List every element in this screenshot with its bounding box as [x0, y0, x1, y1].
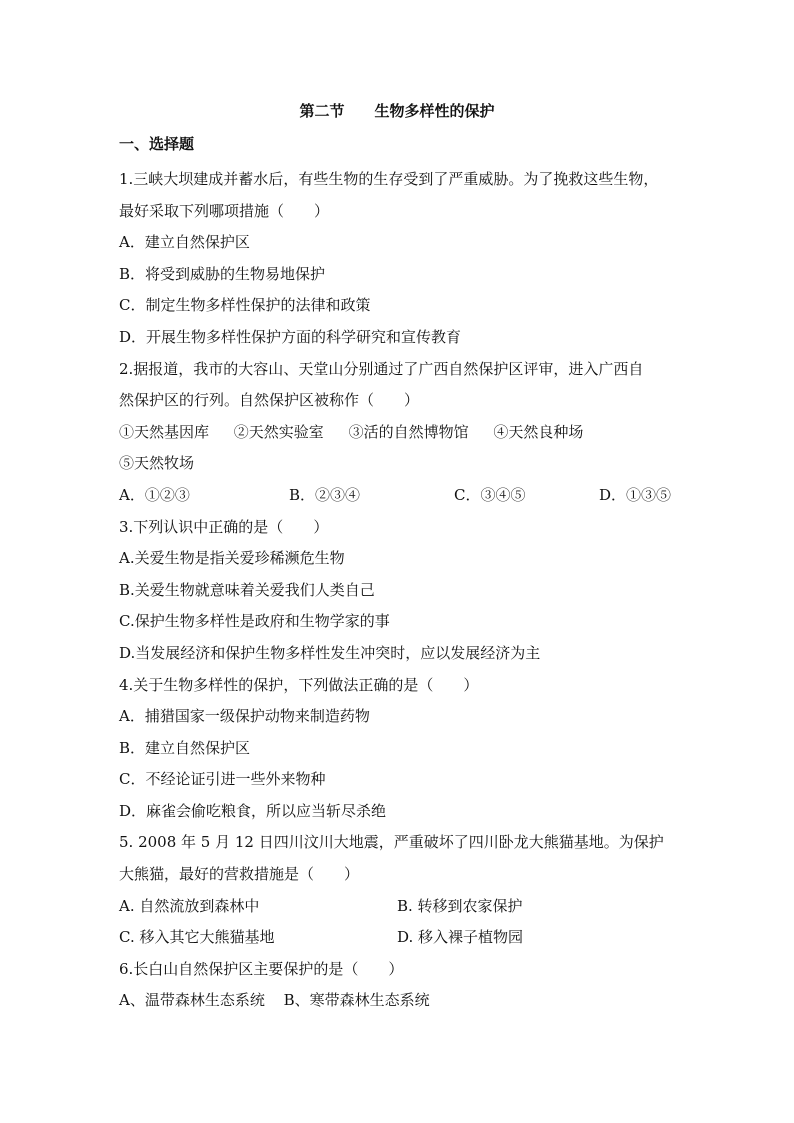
q3-stem: 3.下列认识中正确的是（ ） [119, 517, 329, 536]
q5-stem-line2: 大熊猫，最好的营救措施是（ ） [119, 865, 360, 884]
q5-option-c: C. 移入其它大熊猫基地 [119, 928, 275, 947]
q1-option-a: A．建立自然保护区 [119, 233, 250, 252]
q1-stem-line1: 1.三峡大坝建成并蓄水后，有些生物的生存受到了严重威胁。为了挽救这些生物， [119, 170, 659, 188]
q4-option-a: A．捕猎国家一级保护动物来制造药物 [119, 707, 370, 726]
q2-option-a: A．①②③ [119, 485, 190, 504]
q2-item-1: ①天然基因库 [119, 422, 210, 441]
section-heading: 一、选择题 [119, 135, 195, 153]
q4-option-c: C．不经论证引进一些外来物种 [119, 770, 326, 789]
q2-item-3: ③活的自然博物馆 [348, 422, 469, 441]
q5-option-d: D. 移入裸子植物园 [397, 928, 524, 947]
q3-option-a: A.关爱生物是指关爱珍稀濒危生物 [119, 549, 345, 568]
q5-options-row1 [119, 891, 679, 923]
q4-stem: 4.关于生物多样性的保护，下列做法正确的是（ ） [119, 675, 479, 694]
q6-option-b: B、寒带森林生态系统 [283, 991, 430, 1010]
q1-option-d: D．开展生物多样性保护方面的科学研究和宣传教育 [119, 327, 462, 346]
q2-options-row [119, 480, 679, 512]
q1-option-c: C．制定生物多样性保护的法律和政策 [119, 296, 371, 315]
q2-option-d: D．①③⑤ [599, 485, 672, 504]
q2-option-c: C．③④⑤ [454, 485, 526, 504]
q6-option-a: A、温带森林生态系统 [119, 991, 265, 1010]
question-list [119, 164, 679, 1017]
q2-item-2: ②天然实验室 [233, 422, 324, 441]
q2-item-5: ⑤天然牧场 [119, 454, 195, 473]
q5-options-row2 [119, 922, 679, 954]
q2-stem-line2: 然保护区的行列。自然保护区被称作（ ） [119, 391, 420, 410]
q2-item-4: ④天然良种场 [493, 422, 584, 441]
q2-items-row [119, 417, 679, 449]
q4-option-b: B．建立自然保护区 [119, 738, 251, 757]
q6-stem: 6.长白山自然保护区主要保护的是（ ） [119, 959, 404, 978]
q1-stem-line2: 最好采取下列哪项措施（ ） [119, 201, 330, 220]
q3-option-d: D.当发展经济和保护生物多样性发生冲突时，应以发展经济为主 [119, 643, 541, 662]
q5-option-b: B. 转移到农家保护 [397, 896, 523, 915]
q2-option-b: B．②③④ [289, 485, 361, 504]
q1-option-b: B．将受到威胁的生物易地保护 [119, 264, 326, 283]
q5-stem-line1: 5. 2008 年 5 月 12 日四川汶川大地震，严重破坏了四川卧龙大熊猫基地。为保护 [119, 833, 664, 852]
q3-option-c: C.保护生物多样性是政府和生物学家的事 [119, 612, 390, 631]
page-title: 第二节 生物多样性的保护 [299, 102, 495, 120]
q3-option-b: B.关爱生物就意味着关爱我们人类自己 [119, 580, 375, 599]
q2-stem-line1: 2.据报道，我市的大容山、天堂山分别通过了广西自然保护区评审，进入广西自 [119, 359, 644, 378]
q5-option-a: A. 自然流放到森林中 [119, 896, 260, 915]
q6-options-row [119, 985, 679, 1017]
q4-option-d: D．麻雀会偷吃粮食，所以应当斩尽杀绝 [119, 801, 387, 820]
